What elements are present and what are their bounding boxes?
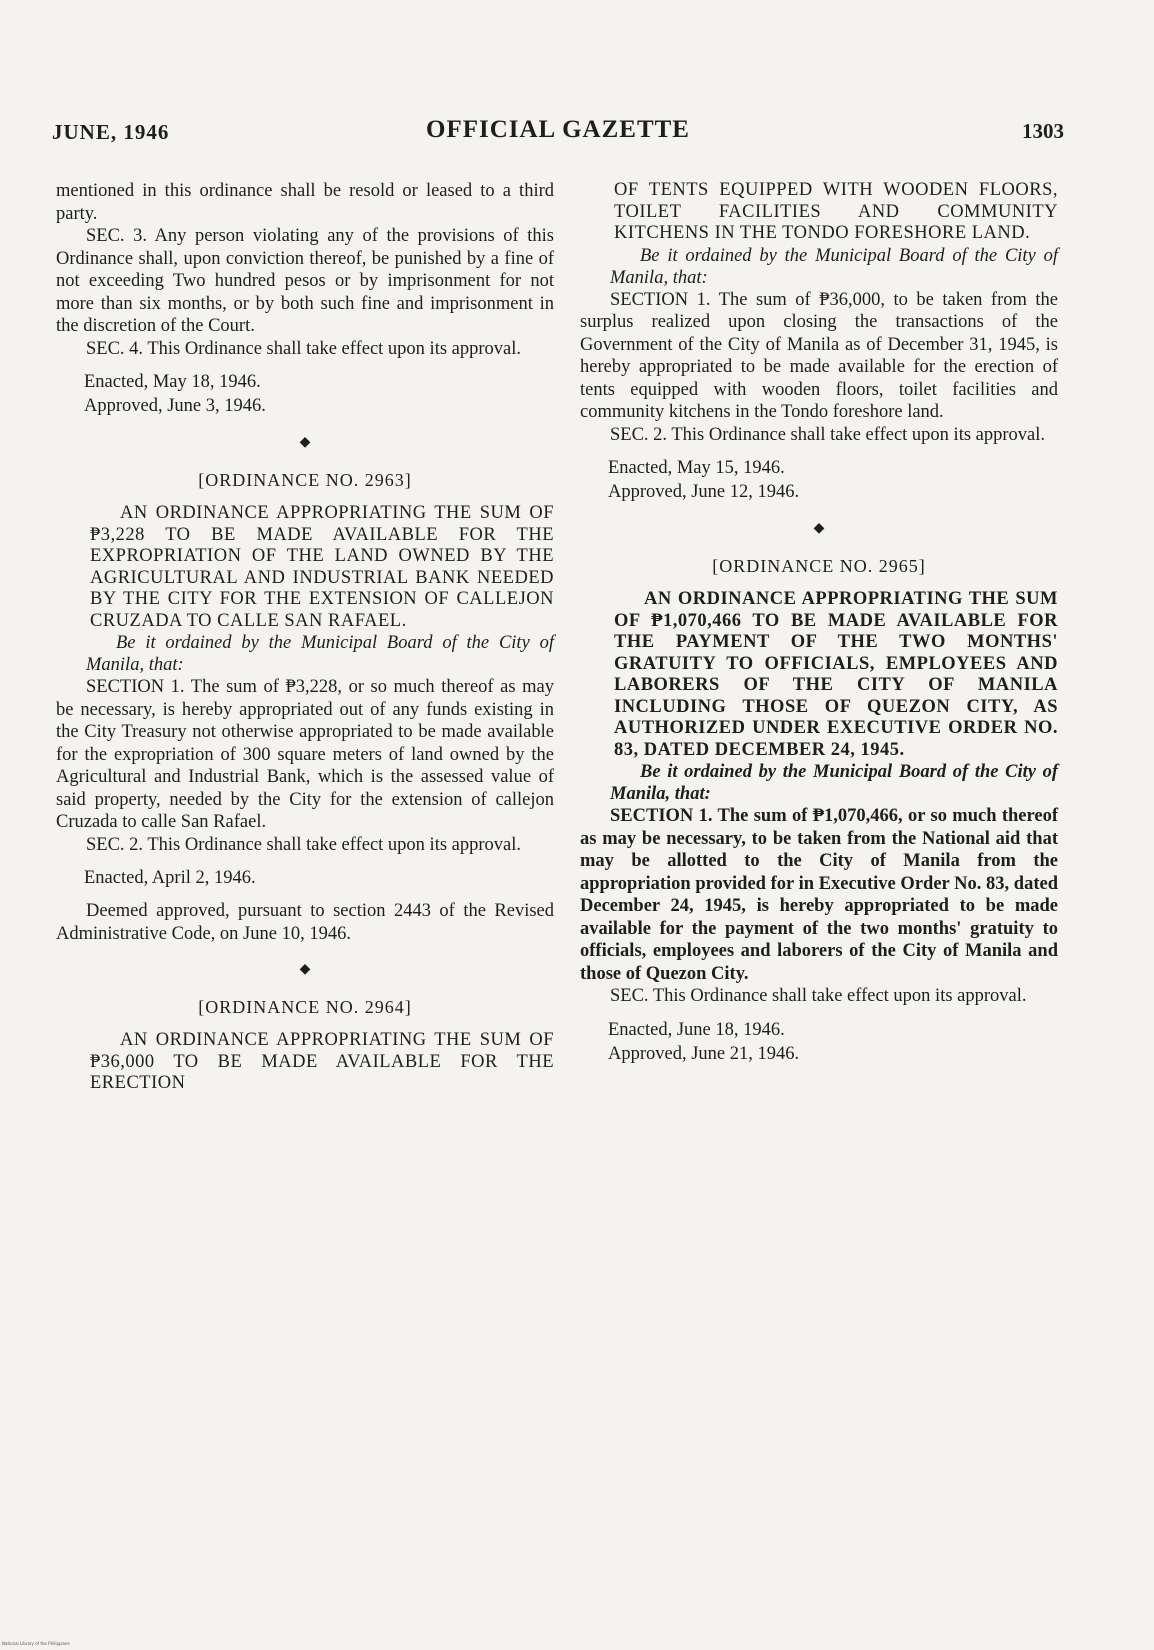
section-1-label: SECTION 1. — [610, 289, 711, 310]
section-2-label: SEC. — [610, 986, 649, 1006]
section-1-text: The sum of ₱1,070,466, or so much thereof as may be necessary, to be taken from the National aid that may be allotted to the City of Manila from the appropriation provided for in Executive Order No. 83, dated December 24, 1945, is hereby appropriated to be made available for the payment of the two months' gratuity to officials, employees and laborers of the City of Manila and those of Quezon City. — [580, 806, 1059, 984]
carryover-paragraph: mentioned in this ordinance shall be resold or leased to a third party. — [56, 181, 554, 224]
section-2-text: This Ordinance shall take effect upon its approval. — [671, 424, 1046, 445]
page-header — [52, 116, 1064, 150]
enacted-date: Enacted, May 15, 1946. — [608, 458, 785, 478]
section-3-label: SEC. 3. — [86, 226, 147, 246]
ordinance-2964-section-2 — [580, 424, 1058, 447]
diamond-divider-icon: ◆ — [813, 521, 825, 536]
ordinance-2963-title: AN ORDINANCE APPROPRIATING THE SUM OF ₱3,228 TO BE MADE AVAILABLE FOR THE EXPROPRIATION OF THE LAND OWNED BY THE AGRICULTURAL AND INDUSTRIAL BANK NEEDED BY THE CITY FOR THE EXTENSION OF CALLEJON CRUZADA TO CALLE SAN RAFAEL. — [90, 503, 554, 631]
ordinance-2963-section-2 — [56, 834, 554, 857]
approved-date: Approved, June 21, 1946. — [608, 1043, 800, 1064]
ordinance-2963-enacting-clause: Be it ordained by the Municipal Board of the City of Manila, that: — [86, 633, 554, 675]
ordinance-2965-section-2 — [580, 985, 1058, 1008]
ordinance-2962-dates — [84, 370, 554, 418]
section-1-text: The sum of ₱3,228, or so much thereof as may be necessary, is hereby appropriated out of any funds existing in the City Treasury not otherwise appropriated to be made available for the expropriation of 300 square meters of land owned by the Agricultural and Industrial Bank, which is the assessed value of said property, needed by the City for the extension of callejon Cruzada to calle San Rafael. — [56, 677, 554, 832]
header-date: JUNE, 1946 — [52, 120, 170, 144]
enacted-date: Enacted, May 18, 1946. — [84, 372, 261, 392]
section-3-text: Any person violating any of the provisions of this Ordinance shall, upon conviction thereof, be punished by a fine of not exceeding Two hundred pesos or by imprisonment for not more than six months, or by both such fine and imprisonment in the discretion of the Court. — [56, 226, 554, 336]
ordinance-2965-number: [ORDINANCE NO. 2965] — [712, 555, 926, 576]
enacted-date: Enacted, April 2, 1946. — [84, 868, 256, 888]
left-column — [56, 180, 554, 1095]
deemed-approved-paragraph: Deemed approved, pursuant to section 2443 of the Revised Administrative Code, on June 10, 1946. — [56, 901, 554, 944]
ordinance-2965-title: AN ORDINANCE APPROPRIATING THE SUM OF ₱1,070,466 TO BE MADE AVAILABLE FOR THE PAYMENT OF THE TWO MONTHS' GRATUITY TO OFFICIALS, EMPLOYEES AND LABORERS OF THE CITY OF MANILA INCLUDING THOSE OF QUEZON CITY, AS AUTHORIZED UNDER EXECUTIVE ORDER NO. 83, DATED DECEMBER 24, 1945. — [614, 589, 1058, 760]
ordinance-2965-block — [580, 589, 1058, 985]
section-2-label: SEC. 2. — [86, 834, 144, 855]
diamond-divider-icon: ◆ — [299, 962, 311, 977]
ordinance-2964-title-part2: OF TENTS EQUIPPED WITH WOODEN FLOORS, TOILET FACILITIES AND COMMUNITY KITCHENS IN THE TONDO FORESHORE LAND. — [614, 180, 1058, 243]
section-1-label: SECTION 1. — [610, 806, 713, 826]
section-4-text: This Ordinance shall take effect upon its approval. — [147, 338, 522, 359]
ordinance-2964-number: [ORDINANCE NO. 2964] — [198, 996, 412, 1017]
section-1-label: SECTION 1. — [86, 677, 185, 697]
ordinance-2964-section-1 — [580, 289, 1058, 424]
approved-date: Approved, June 12, 1946. — [608, 482, 800, 502]
library-watermark: National Library of the Philippines — [2, 1641, 70, 1646]
ordinance-2964-title-part1: AN ORDINANCE APPROPRIATING THE SUM OF ₱36,000 TO BE MADE AVAILABLE FOR THE ERECTION — [90, 1030, 554, 1093]
diamond-divider-icon: ◆ — [299, 435, 311, 450]
ordinance-2963-dates — [84, 866, 554, 890]
ordinance-2964-enacting-clause: Be it ordained by the Municipal Board of the City of Manila, that: — [610, 245, 1058, 288]
section-4-paragraph — [56, 338, 554, 361]
section-2-text: This Ordinance shall take effect upon its approval. — [147, 834, 522, 855]
section-4-label: SEC. 4. — [86, 338, 144, 359]
section-2-label: SEC. 2. — [610, 424, 668, 445]
header-publication-title: OFFICIAL GAZETTE — [426, 116, 690, 143]
approved-date: Approved, June 3, 1946. — [84, 396, 266, 416]
ordinance-2965-dates — [608, 1018, 1058, 1066]
section-3-paragraph — [56, 225, 554, 338]
right-column — [580, 180, 1058, 1066]
ordinance-2963-number: [ORDINANCE NO. 2963] — [198, 469, 412, 490]
enacted-date: Enacted, June 18, 1946. — [608, 1019, 785, 1040]
header-page-number: 1303 — [1022, 119, 1064, 143]
ordinance-2963-section-1 — [56, 676, 554, 834]
ordinance-2964-dates — [608, 456, 1058, 504]
section-2-text: This Ordinance shall take effect upon its approval. — [652, 986, 1027, 1006]
ordinance-2965-section-1 — [580, 805, 1058, 985]
section-1-text: The sum of ₱36,000, to be taken from the surplus realized upon closing the transactions of the Government of the City of Manila as of December 31, 1945, is hereby appropriated to be made available for the erection of tents equipped with wooden floors, toilet facilities and community kitchens in the Tondo foreshore land. — [580, 289, 1058, 422]
ordinance-2965-enacting-clause: Be it ordained by the Municipal Board of the City of Manila, that: — [610, 762, 1058, 804]
